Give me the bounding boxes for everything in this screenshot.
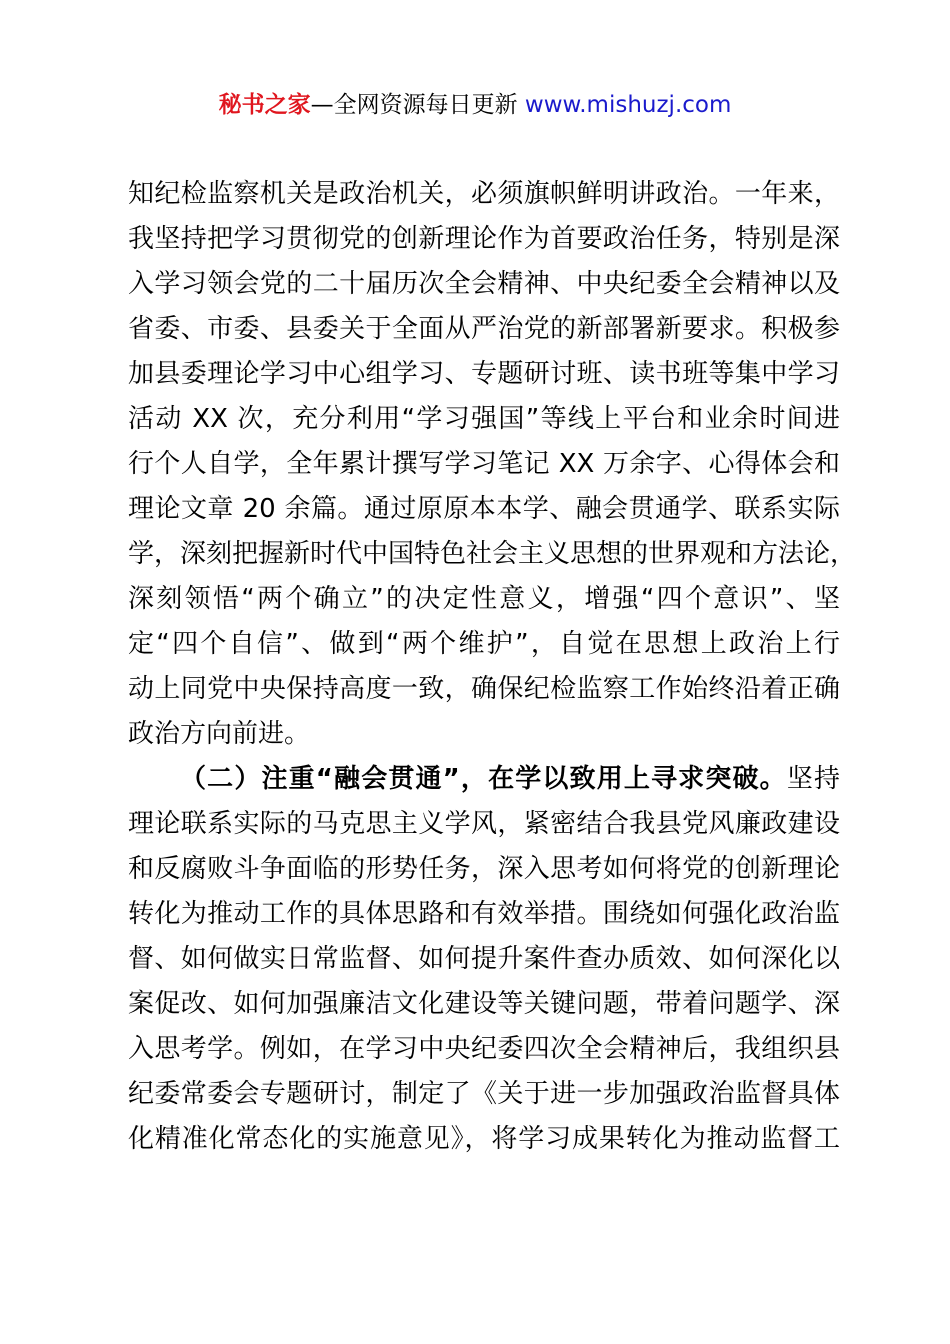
paragraph-line: 转化为推动工作的具体思路和有效举措。围绕如何强化政治监 (128, 899, 840, 929)
paragraph-line: 和反腐败斗争面临的形势任务，深入思考如何将党的创新理论 (128, 854, 840, 884)
paragraph-line: 我坚持把学习贯彻党的创新理论作为首要政治任务，特别是深 (128, 224, 840, 254)
section-heading-line (128, 757, 840, 802)
paragraph-line: 政治方向前进。 (128, 719, 311, 749)
brand-name: 秘书之家 (218, 92, 311, 118)
paragraph-line: 动上同党中央保持高度一致，确保纪检监察工作始终沿着正确 (128, 674, 840, 704)
section-first-line-text: 坚持 (786, 764, 840, 794)
paragraph-line: 理论联系实际的马克思主义学风，紧密结合我县党风廉政建设 (128, 809, 840, 839)
paragraph-line: 入思考学。例如，在学习中央纪委四次全会精神后，我组织县 (128, 1034, 840, 1064)
paragraph-line: 活动 XX 次，充分利用“学习强国”等线上平台和业余时间进 (128, 404, 840, 434)
section-heading: （二）注重“融会贯通”，在学以致用上寻求突破。 (180, 764, 787, 794)
paragraph-line: 纪委常委会专题研讨，制定了《关于进一步加强政治监督具体 (128, 1079, 840, 1109)
site-url-link[interactable]: www.mishuzj.com (524, 92, 732, 118)
document-body (128, 172, 857, 1162)
paragraph-line: 知纪检监察机关是政治机关，必须旗帜鲜明讲政治。一年来， (128, 179, 840, 209)
paragraph-line: 案促改、如何加强廉洁文化建设等关键问题，带着问题学、深 (128, 989, 840, 1019)
paragraph-line: 深刻领悟“两个确立”的决定性意义，增强“四个意识”、坚 (128, 584, 840, 614)
paragraph-line: 行个人自学，全年累计撰写学习笔记 XX 万余字、心得体会和 (128, 449, 840, 479)
header-tagline: —全网资源每日更新 (310, 92, 518, 118)
paragraph-line: 化精准化常态化的实施意见》，将学习成果转化为推动监督工 (128, 1124, 840, 1154)
paragraph-line: 加县委理论学习中心组学习、专题研讨班、读书班等集中学习 (128, 359, 840, 389)
paragraph-line: 入学习领会党的二十届历次全会精神、中央纪委全会精神以及 (128, 269, 840, 299)
paragraph-line: 省委、市委、县委关于全面从严治党的新部署新要求。积极参 (128, 314, 840, 344)
paragraph-line: 定“四个自信”、做到“两个维护”，自觉在思想上政治上行 (128, 629, 840, 659)
page-header (0, 88, 950, 122)
paragraph-line: 督、如何做实日常监督、如何提升案件查办质效、如何深化以 (128, 944, 840, 974)
paragraph-line: 学，深刻把握新时代中国特色社会主义思想的世界观和方法论， (128, 539, 857, 569)
paragraph-line: 理论文章 20 余篇。通过原原本本学、融会贯通学、联系实际 (128, 494, 840, 524)
